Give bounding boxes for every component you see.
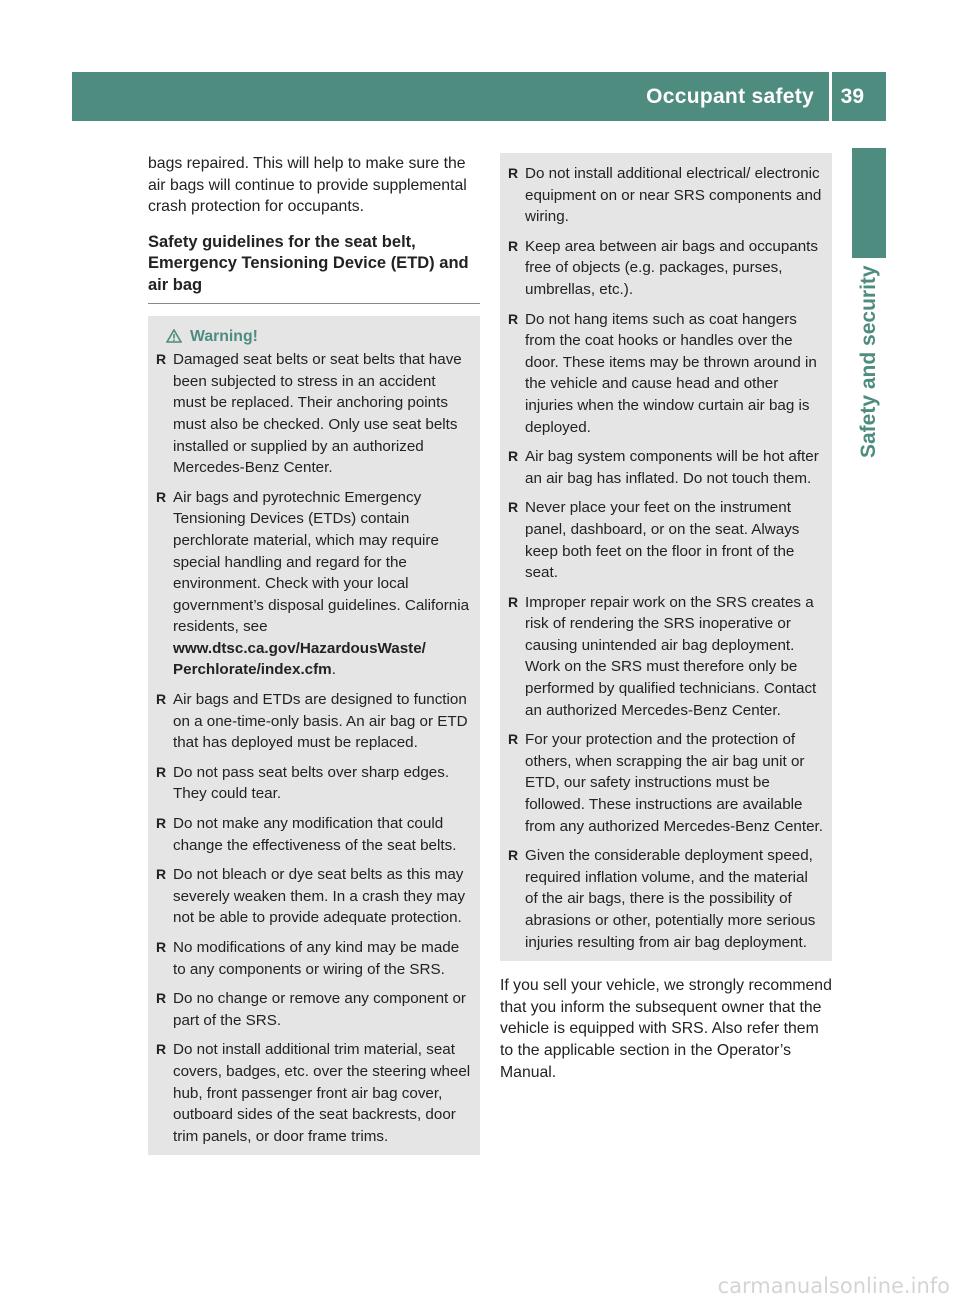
- warning-title: Warning!: [190, 327, 258, 345]
- section-heading: Safety guidelines for the seat belt, Emergency Tensioning Device (ETD) and air bag: [148, 232, 480, 304]
- bullet-mark: R: [156, 866, 167, 883]
- bullet-mark: R: [508, 448, 519, 465]
- list-item: R Do not hang items such as coat hangers from the coat hooks or handles over the door. These items may be thrown around in the vehicle and cause head and other injuries when the window curtain air bag is deployed.: [508, 310, 817, 436]
- list-item: R Air bags and pyrotechnic Emergency Tensioning Devices (ETDs) contain perchlorate material, which may require special handling and regard for the environment. Check with your local government’s disposal guidelines. California residents, see www.dtsc.ca.gov/HazardousWaste/ Perchlorate/index.cfm.: [156, 488, 470, 679]
- bullet-mark: R: [508, 847, 519, 864]
- watermark: carmanualsonline.info: [717, 1274, 950, 1298]
- list-item: R Improper repair work on the SRS creates a risk of rendering the SRS inoperative or causing unintended air bag deployment. Work on the SRS must therefore only be performed by qualified technicians. Contact an authorized Mercedes-Benz Center.: [508, 593, 817, 719]
- list-item: R Do not install additional electrical/ electronic equipment on or near SRS components and wiring.: [508, 165, 822, 226]
- page-header: [72, 72, 886, 121]
- list-item: R Do no change or remove any component or part of the SRS.: [156, 990, 466, 1029]
- list-item: R Do not pass seat belts over sharp edges. They could tear.: [156, 763, 450, 803]
- list-item: R Do not install additional trim material, seat covers, badges, etc. over the steering wheel hub, front passenger front air bag cover, outboard sides of the seat backrests, door trim panels, or door frame trims.: [156, 1041, 471, 1145]
- bullet-mark: R: [156, 939, 167, 955]
- warning-header: [166, 326, 472, 348]
- chapter-tab: [852, 148, 886, 258]
- bullet-mark: R: [508, 593, 519, 610]
- bullet-mark: R: [156, 763, 167, 780]
- bullet-mark: R: [508, 310, 519, 327]
- list-item: R For your protection and the protection of others, when scrapping the air bag unit or ETD, our safety instructions must be followed. These instructions are available from any authorized Mercedes-Benz Center.: [508, 731, 823, 835]
- list-item: R No modifications of any kind may be made to any components or wiring of the SRS.: [156, 939, 460, 978]
- list-item: R Keep area between air bags and occupants free of objects (e.g. packages, purses, umbrellas, etc.).: [508, 237, 818, 298]
- list-item: R Do not bleach or dye seat belts as this may severely weaken them. In a crash they may not be able to provide adequate protection.: [156, 866, 466, 927]
- bullet-mark: R: [156, 351, 167, 368]
- warning-box: [148, 316, 480, 1156]
- left-column: [148, 153, 480, 1155]
- bullet-mark: R: [156, 990, 167, 1007]
- chapter-label: Safety and security: [857, 265, 880, 458]
- bullet-mark: R: [508, 731, 519, 748]
- closing-paragraph: If you sell your vehicle, we strongly recommend that you inform the subsequent owner that the vehicle is equipped with SRS. Also refer them to the applicable section in the Operator’s Manual.: [500, 977, 832, 1081]
- bullet-mark: R: [156, 691, 167, 708]
- list-item: R Given the considerable deployment speed, required inflation volume, and the material of the air bags, there is the possibility of abrasions or other, potentially more serious injuries resulting from air bag deployment.: [508, 847, 816, 951]
- list-item: R Do not make any modification that could change the effectiveness of the seat belts.: [156, 815, 457, 854]
- intro-paragraph: bags repaired. This will help to make sure the air bags will continue to provide supplemental crash protection for occupants.: [148, 155, 467, 216]
- bullet-mark: R: [508, 237, 519, 254]
- list-item: R Never place your feet on the instrument panel, dashboard, or on the seat. Always keep both feet on the floor in front of the seat.: [508, 499, 800, 582]
- bullet-mark: R: [156, 815, 167, 832]
- section-title: Occupant safety: [646, 85, 814, 108]
- bullet-mark: R: [156, 1041, 167, 1058]
- list-item: R Damaged seat belts or seat belts that have been subjected to stress in an accident must be replaced. Their anchoring points must also be checked. Only use seat belts installed or supplied by an authorized Mercedes-Benz Center.: [156, 351, 462, 477]
- header-divider: [829, 72, 832, 121]
- list-item: R Air bag system components will be hot after an air bag has inflated. Do not touch them.: [508, 448, 819, 487]
- bullet-mark: R: [156, 488, 167, 505]
- disposal-url[interactable]: www.dtsc.ca.gov/HazardousWaste/ Perchlorate/index.cfm: [173, 639, 426, 679]
- warning-box-continued: [500, 153, 832, 961]
- warning-triangle-icon: [166, 329, 182, 343]
- bullet-mark: R: [508, 165, 519, 181]
- page-number: 39: [840, 85, 864, 108]
- bullet-mark: R: [508, 499, 519, 516]
- list-item: R Air bags and ETDs are designed to function on a one-time-only basis. An air bag or ETD that has deployed must be replaced.: [156, 691, 468, 752]
- right-column: [500, 153, 832, 1083]
